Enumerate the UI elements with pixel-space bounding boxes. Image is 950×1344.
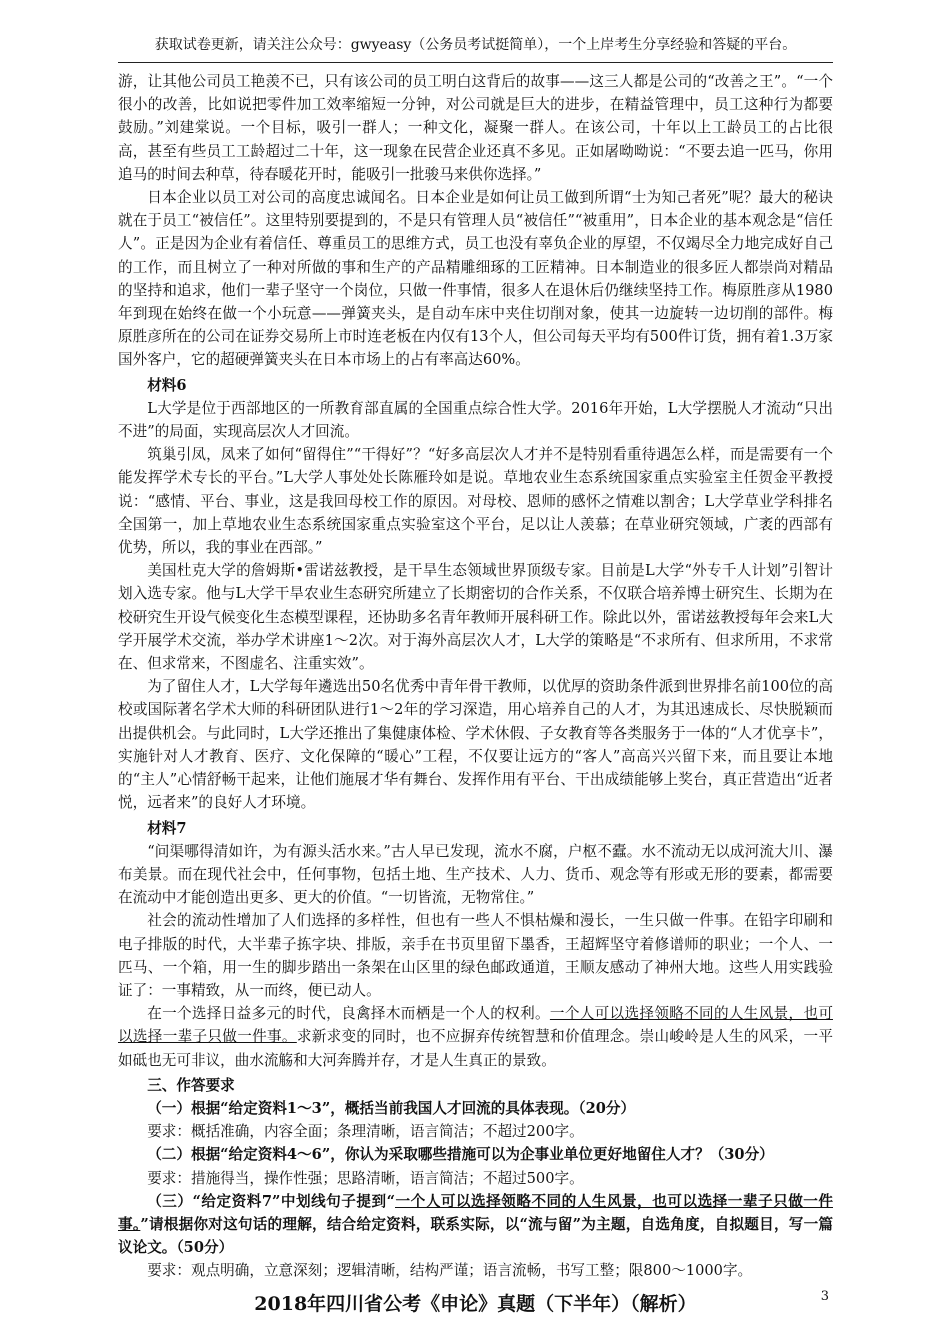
material-paragraph-underlined xyxy=(118,1002,833,1072)
question-text: （三）“给定资料7”中划线句子提到“ xyxy=(147,1192,395,1210)
paragraph-text: 求新求变的同时，也不应摒弃传统智慧和价值理念。崇山峻岭是人生的风采，一平如砥也无可非议，曲水流觞和大河奔腾并存，才是人生真正的景致。 xyxy=(118,1028,833,1069)
document-body xyxy=(118,70,833,1319)
section-title: 2018年四川省公考《申论》真题（下半年）（解析） xyxy=(254,1292,697,1315)
underlined-quote: 一个人可以选择领略不同的人生风景，也可以选择一辈子只做一件事。 xyxy=(118,1192,833,1233)
question-2: （二）根据“给定资料4～6”，你认为采取哪些措施可以为企事业单位更好地留住人才？（30分） xyxy=(147,1146,774,1164)
question-1-requirement: 要求：概括准确，内容全面；条理清晰，语言简洁；不超过200字。 xyxy=(147,1123,584,1141)
question-3 xyxy=(118,1190,833,1260)
material-paragraph: 美国杜克大学的詹姆斯•雷诺兹教授，是干旱生态领域世界顶级专家。目前是L大学“外专千人计划”引智计划入选专家。他与L大学干旱农业生态研究所建立了长期密切的合作关系，不仅联合培养博士研究生、长期为在校研究生开设气候变化生态模型课程，还协助多名青年教师开展科研工作。除此以外，雷诺兹教授每年会来L大学开展学术交流，举办学术讲座1～2次。对于海外高层次人才，L大学的策略是“不求所有、但求所用，不求常在、但求常来，不图虚名、注重实效”。 xyxy=(118,562,833,673)
question-text: ”请根据你对这句话的理解，结合给定资料，联系实际，以“流与留”为主题，自选角度，自拟题目，写一篇议论文。（50分） xyxy=(118,1215,834,1257)
question-2-requirement: 要求：措施得当，操作性强；思路清晰，语言简洁；不超过500字。 xyxy=(147,1169,584,1187)
question-1: （一）根据“给定资料1～3”，概括当前我国人才回流的具体表现。（20分） xyxy=(147,1099,636,1117)
material-paragraph: L大学是位于西部地区的一所教育部直属的全国重点综合性大学。2016年开始，L大学摆脱人才流动“只出不进”的局面，实现高层次人才回流。 xyxy=(118,399,833,441)
material-paragraph: 社会的流动性增加了人们选择的多样性，但也有一些人不惧枯燥和漫长，一生只做一件事。在铅字印刷和电子排版的时代，大半辈子拣字块、排版，亲手在书页里留下墨香，王超辉坚守着修谱师的职业；一个人、一匹马、一个箱，用一生的脚步踏出一条架在山区里的绿色邮政通道，王顺友感动了神州大地。这些人用实践验证了：一事精致，从一而终，便已动人。 xyxy=(118,912,833,999)
material-paragraph: “问渠哪得清如许，为有源头活水来。”古人早已发现，流水不腐，户枢不蠹。水不流动无以成河流大川、瀑布美景。而在现代社会中，任何事物，包括土地、生产技术、人力、货币、观念等有形或无形的要素，都需要在流动中才能创造出更多、更大的价值。“一切皆流，无物常住。” xyxy=(118,842,833,907)
page-header-notice: 获取试卷更新，请关注公众号：gwyeasy（公务员考试挺简单），一个上岸考生分享经验和答疑的平台。 xyxy=(154,37,797,53)
paragraph-text: 在一个选择日益多元的时代，良禽择木而栖是一个人的权利。 xyxy=(147,1005,550,1023)
material-paragraph: 日本企业以员工对公司的高度忠诚闻名。日本企业是如何让员工做到所谓“士为知己者死”呢？最大的秘诀就在于员工“被信任”。这里特别要提到的，不是只有管理人员“被信任”“被重用”，日本企业的基本观念是“信任人”。正是因为企业有着信任、尊重员工的思维方式，员工也没有辜负企业的厚望，不仅竭尽全力地完成好自己的工作，而且树立了一种对所做的事和生产的产品精雕细琢的工匠精神。日本制造业的很多匠人都崇尚对精品的坚持和追求，他们一辈子坚守一个岗位，只做一件事情，很多人在退休后仍继续坚持工作。梅原胜彦从1980年到现在始终在做一个小玩意——弹簧夹头，是自动车床中夹住切削对象，使其一边旋转一边切削的部件。梅原胜彦所在的公司在证券交易所上市时连老板在内仅有13个人，但公司每天平均有500件订货，拥有着1.3万家国外客户，它的超硬弹簧夹头在日本市场上的占有率高达60%。 xyxy=(118,189,833,369)
requirements-heading: 三、作答要求 xyxy=(147,1076,235,1094)
underlined-sentence: 一个人可以选择领略不同的人生风景，也可以选择一辈子只做一件事。 xyxy=(118,1005,833,1046)
question-3-requirement: 要求：观点明确，立意深刻；逻辑清晰，结构严谨；语言流畅，书写工整；限800～1000字。 xyxy=(147,1262,753,1280)
material-7-heading: 材料7 xyxy=(147,819,187,837)
header-divider xyxy=(118,62,833,63)
page-number: 3 xyxy=(820,1289,829,1304)
material-paragraph: 为了留住人才，L大学每年遴选出50名优秀中青年骨干教师，以优厚的资助条件派到世界排名前100位的高校或国际著名学术大师的科研团队进行1～2年的学习深造，用心培养自己的人才，为其迅速成长、尽快脱颖而出提供机会。与此同时，L大学还推出了集健康体检、学术休假、子女教育等各类服务于一体的“人才优享卡”，实施针对人才教育、医疗、文化保障的“暖心”工程，不仅要让远方的“客人”高高兴兴留下来，而且要让本地的“主人”心情舒畅干起来，让他们施展才华有舞台、发挥作用有平台、干出成绩能够上奖台，真正营造出“近者悦，远者来”的良好人才环境。 xyxy=(118,678,833,812)
material-6-heading: 材料6 xyxy=(147,376,187,394)
material-paragraph: 游，让其他公司员工艳羡不已，只有该公司的员工明白这背后的故事——这三人都是公司的“改善之王”。“一个很小的改善，比如说把零件加工效率缩短一分钟，对公司就是巨大的进步，在精益管理中，员工这种行为都要鼓励。”刘建棠说。一个目标，吸引一群人；一种文化，凝聚一群人。在该公司，十年以上工龄员工的占比很高，甚至有些员工工龄超过二十年，这一现象在民营企业还真不多见。正如屠呦呦说：“不要去追一匹马，你用追马的时间去种草，待春暖花开时，能吸引一批骏马来供你选择。” xyxy=(118,73,833,183)
material-paragraph: 筑巢引凤，凤来了如何“留得住”“干得好”？“好多高层次人才并不是特别看重待遇怎么样，而是需要有一个能发挥学术专长的平台。”L大学人事处处长陈雁玲如是说。草地农业生态系统国家重点实验室主任贺金平教授说：“感情、平台、事业，这是我回母校工作的原因。对母校、恩师的感怀之情难以割舍；L大学草业学科排名全国第一，加上草地农业生态系统国家重点实验室这个平台，足以让人羡慕；在草业研究领域，广袤的西部有优势，所以，我的事业在西部。” xyxy=(118,446,833,557)
